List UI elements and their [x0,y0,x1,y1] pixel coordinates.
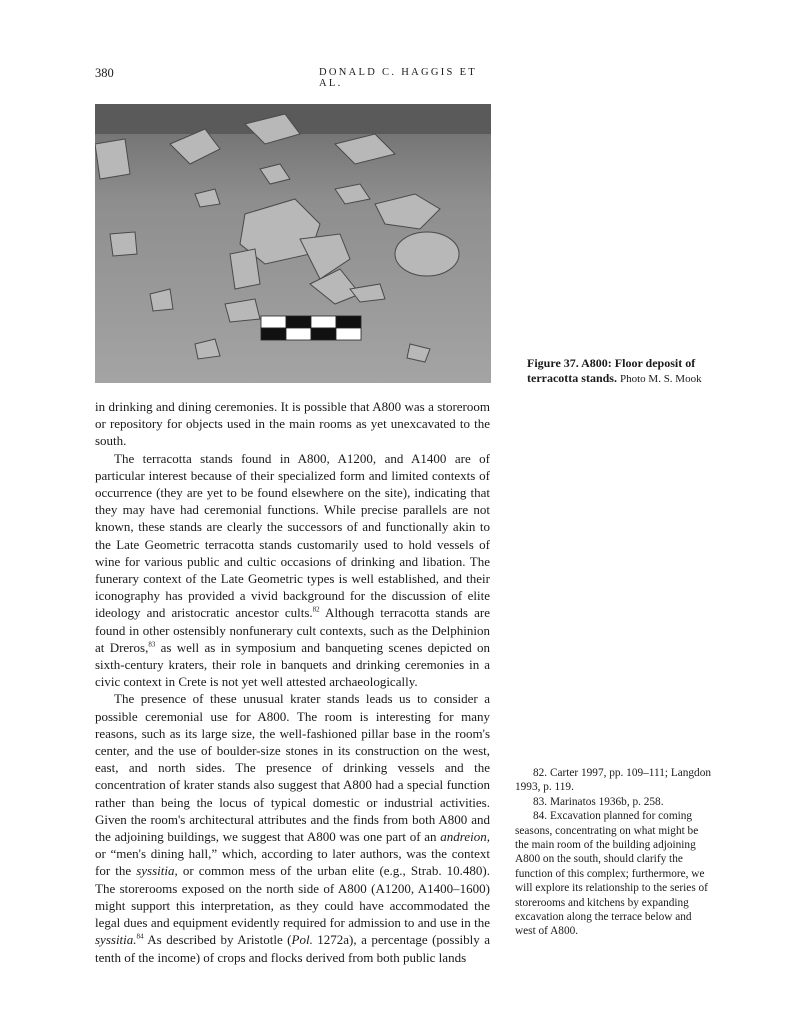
page-number: 380 [95,66,114,80]
paragraph-3: The presence of these unusual krater stands leads us to consider a possible ceremonial use for A800. The room is interesting for many reasons, such as its large size, the well-fashioned pillar base in the room's center, and the use of boulder-size stones in its construction on the west, east, and north sides. The presence of drinking vessels and the concentration of krater stands also suggest that A800 had a special function rather than being the locus of typical domestic or industrial activities. Given the room's architectural attributes and the finds from both A800 and the adjoining buildings, we suggest that A800 was one part of an andreion, or “men's dining hall,” which, according to later authors, was the context for the syssitia, or common mess of the urban elite (e.g., Strab. 10.480). The storerooms exposed on the north side of A800 (A1200, A1400–1600) might support this interpretation, as they could have accommodated the legal dues and equipment evidently required for admission to and use in the syssitia.$^{84}$ As described by Aristotle (Pol. 1272a), a percentage (possibly a tenth of the income) of crops and flocks derived from both public lands [95,691,490,965]
paragraph-1: in drinking and dining ceremonies. It is possible that A800 was a storeroom or repository for objects used in the main rooms as yet unexcavated to the south. [95,399,490,449]
figure-label: Figure 37. A800: Floor deposit of terracotta stands. [527,356,696,385]
figure-caption [527,356,727,387]
scale-bar [261,316,361,340]
figure-37-photo [95,104,491,383]
running-head-authors: DONALD C. HAGGIS ET AL. [319,67,477,89]
paragraph-2: The terracotta stands found in A800, A1200, and A1400 are of particular interest because of their specialized form and limited contexts of occurrence (they are yet to be found elsewhere on the site), indicating that they may have had ceremonial functions. While precise parallels are not known, these stands are clearly the successors of and functionally akin to the Late Geometric terracotta stands customarily used to hold vessels of wine for various public and cultic occasions of drinking and libation. The funerary context of the Late Geometric types is well established, and their iconography has provided a vivid background for the discussion of elite ideology and aristocratic ancestor cults.$^{82}$ Although terracotta stands are found in other ostensibly nonfunerary cult contexts, such as the Delphinion at Dreros,$^{83}$ as well as in symposium and banqueting scenes depicted on sixth-century kraters, their role in banquets and drinking ceremonies in a civic context in Crete is not yet well attested archaeologically. [95,450,490,690]
figure-credit: Photo M. S. Mook [619,373,702,385]
footnotes [515,766,713,939]
footnote-82: 82. Carter 1997, pp. 109–111; Langdon 1993, p. 119. [515,767,712,794]
main-text [95,398,490,966]
running-head [95,66,490,89]
footnote-84: 84. Excavation planned for coming seasons, concentrating on what might be the main room of the building adjoining A800 on the south, should clarify the function of this complex; furthermore, we will explore its relationship to the series of storerooms and kitchens by expanding excavation along the terrace below and west of A800. [515,810,708,938]
footnote-ref-82[interactable]: 82 [312,606,320,615]
footnote-ref-83[interactable]: 83 [148,640,156,649]
footnote-83: 83. Marinatos 1936b, p. 258. [533,795,664,808]
footnote-ref-84[interactable]: 84 [136,932,144,941]
